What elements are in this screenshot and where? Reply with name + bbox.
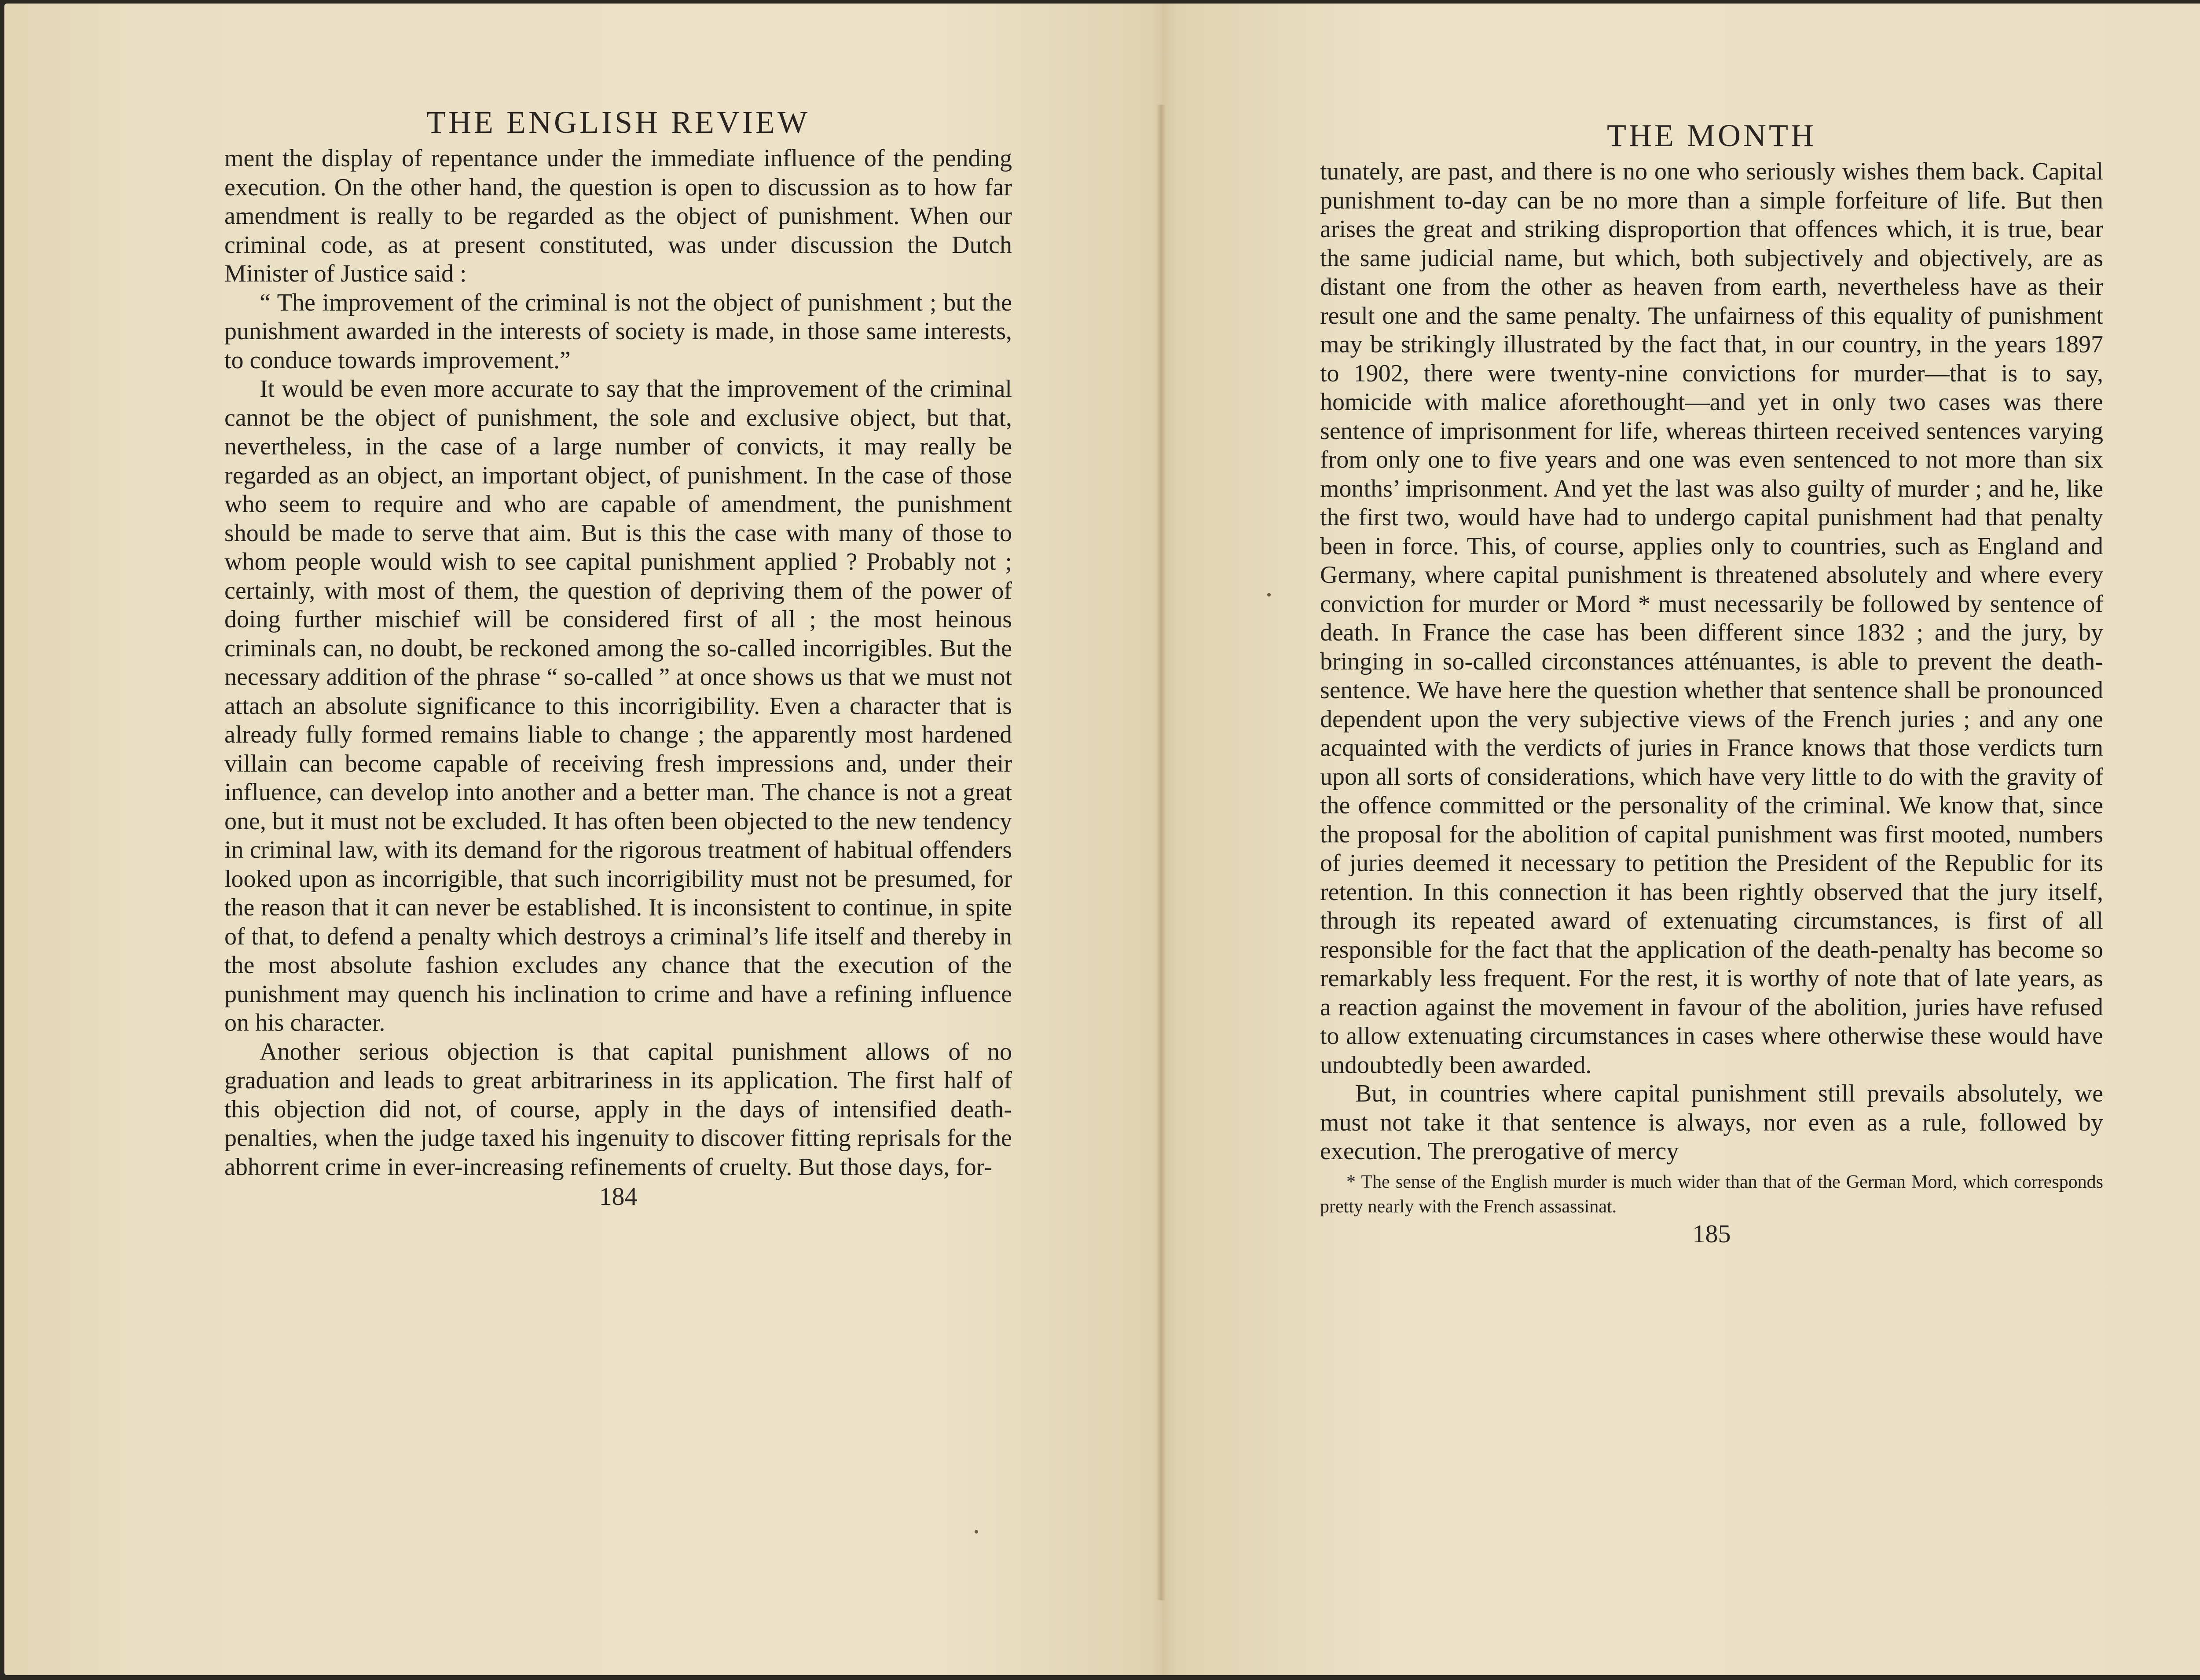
left-page-number: 184 xyxy=(599,1182,638,1211)
paper-speck xyxy=(1267,593,1271,597)
paragraph: But, in countries where capital punishment still prevails absolutely, we must not take it that sentence is always, nor even as a rule, followed by execution. The prerogative of mercy xyxy=(1320,1080,2103,1165)
right-page xyxy=(1320,4,2103,1675)
left-running-head: THE ENGLISH REVIEW xyxy=(426,105,810,140)
paragraph: tunately, are past, and there is no one who seriously wishes them back. Capital punishment to-day can be no more than a simple forfeiture of life. But then arises the great and striking disproportion that offences which, it is true, bear the same judicial name, but which, both subjectively and objectively, are as distant one from the other as heaven from earth, nevertheless have as their result one and the same penalty. The unfairness of this equality of punishment may be strikingly illustrated by the fact that, in our country, in the years 1897 to 1902, there were twenty-nine convictions for murder—that is to say, homicide with malice aforethought—and yet in only two cases was there sentence of imprisonment for life, whereas thirteen received sentences varying from only one to five years and one was even sentenced to not more than six months’ imprisonment. And yet the last was also guilty of murder ; and he, like the first two, would have had to undergo capital punishment had that penalty been in force. This, of course, applies only to countries, such as England and Germany, where capital punishment is threatened absolutely and where every conviction for murder or Mord * must necessarily be followed by sentence of death. In France the case has been different since 1832 ; and the jury, by bringing in so-called circonstances atténuantes, is able to prevent the death-sentence. We have here the question whether that sentence shall be pronounced dependent upon the very subjective views of the French juries ; and any one acquainted with the verdicts of juries in France knows that those verdicts turn upon all sorts of considerations, which have very little to do with the gravity of the offence committed or the personality of the criminal. We know that, since the proposal for the abolition of capital punishment was first mooted, numbers of juries deemed it necessary to petition the President of the Republic for its retention. In this connection it has been rightly observed that the jury itself, through its repeated award of extenuating circumstances, is first of all responsible for the fact that the application of the death-penalty has become so remarkably less frequent. For the rest, it is worthy of note that of late years, as a reaction against the movement in favour of the abolition, juries have refused to allow extenuating circumstances in cases where otherwise these would have undoubtedly been awarded. xyxy=(1320,158,2103,1079)
right-body-text xyxy=(1320,157,2103,1166)
quoted-paragraph: “ The improvement of the criminal is not the object of punishment ; but the punishment awarded in the interests of society is made, in those same interests, to conduce towards improvement.” xyxy=(224,289,1012,374)
paper-speck xyxy=(975,1530,978,1534)
right-running-head: THE MONTH xyxy=(1607,118,1816,153)
left-body-text xyxy=(224,144,1012,1182)
right-page-number: 185 xyxy=(1692,1219,1731,1248)
book-gutter xyxy=(1156,105,1166,1600)
paragraph: It would be even more accurate to say that the improvement of the criminal cannot be the object of punishment, the sole and exclusive object, but that, nevertheless, in the case of a large number of convicts, it may really be regarded as an object, an important object, of punishment. In the case of those who seem to require and who are capable of amendment, the punishment should be made to serve that aim. But is this the case with many of those to whom people would wish to see capital punishment applied ? Probably not ; certainly, with most of them, the question of depriving them of the power of doing further mischief will be considered first of all ; the most heinous criminals can, no doubt, be reckoned among the so-called incorrigibles. But the necessary addition of the phrase “ so-called ” at once shows us that we must not attach an absolute significance to this incorrigibility. Even a character that is already fully formed remains liable to change ; the apparently most hardened villain can become capable of receiving fresh impressions and, under their influence, can develop into another and a better man. The chance is not a great one, but it must not be excluded. It has often been objected to the new tendency in criminal law, with its demand for the rigorous treatment of habitual offenders looked upon as incorrigible, that such incorrigibility must not be presumed, for the reason that it can never be established. It is inconsistent to continue, in spite of that, to defend a penalty which destroys a criminal’s life itself and thereby in the most absolute fashion excludes any chance that the execution of the punishment may quench his inclination to crime and have a refining influence on his character. xyxy=(224,375,1012,1036)
book-spread xyxy=(4,4,2200,1675)
paragraph: ment the display of repentance under the immediate influence of the pending execution. On the other hand, the question is open to discussion as to how far amendment is really to be regarded as the object of punishment. When our criminal code, as at present constituted, was under discussion the Dutch Minister of Justice said : xyxy=(224,145,1012,287)
paragraph: Another serious objection is that capital punishment allows of no graduation and leads to great arbitrariness in its application. The first half of this objection did not, of course, apply in the days of intensified death-penalties, when the judge taxed his ingenuity to discover fitting reprisals for the abhorrent crime in ever-increasing refinements of cruelty. But those days, for- xyxy=(224,1038,1012,1181)
footnote: * The sense of the English murder is much wider than that of the German Mord, which corresponds pretty nearly with the French assassinat. xyxy=(1320,1171,2103,1217)
left-page xyxy=(224,4,1012,1675)
